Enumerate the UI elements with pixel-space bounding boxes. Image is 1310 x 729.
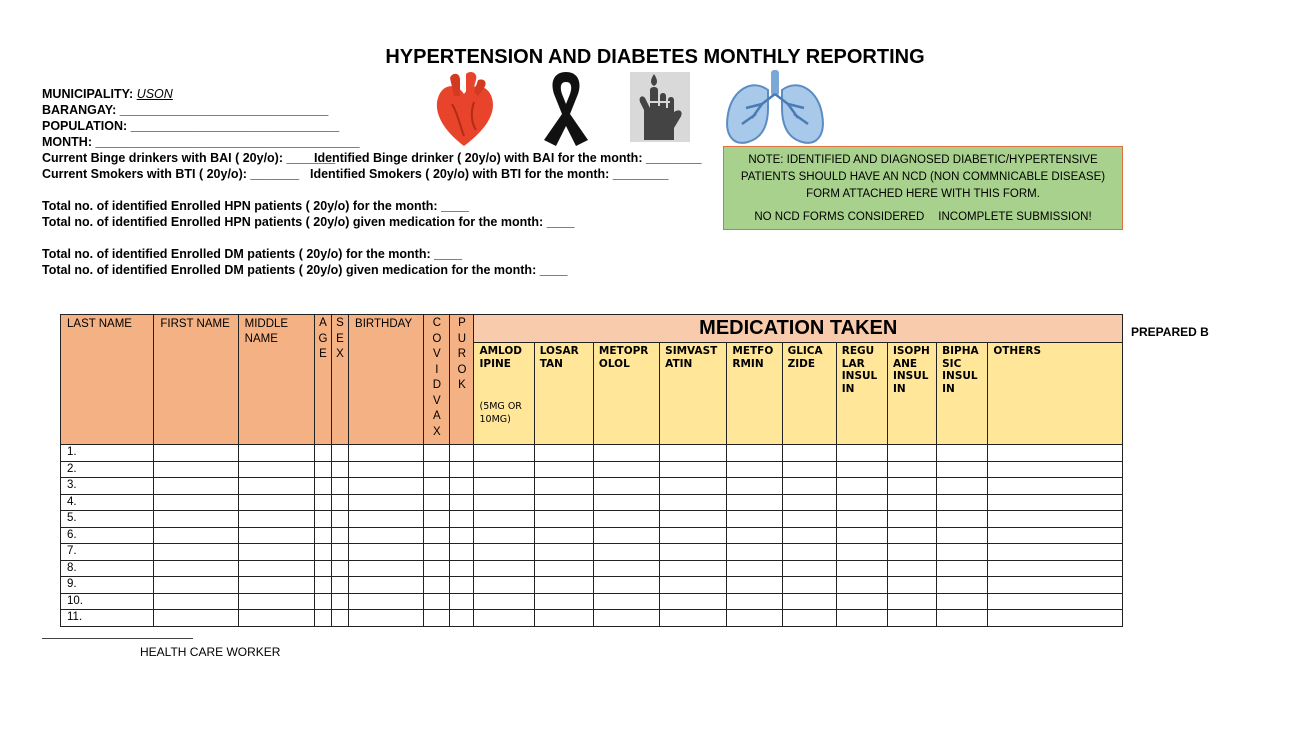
table-cell[interactable] [727,511,782,528]
table-cell[interactable] [836,544,887,561]
table-cell[interactable] [727,577,782,594]
table-cell[interactable] [887,560,936,577]
col-others: OTHERS [988,343,1123,445]
table-cell[interactable] [887,577,936,594]
table-cell[interactable] [836,610,887,627]
table-cell[interactable] [660,494,727,511]
table-cell[interactable] [331,560,348,577]
table-cell[interactable] [836,461,887,478]
table-cell[interactable] [534,478,593,495]
table-cell[interactable] [238,560,314,577]
table-cell[interactable] [331,527,348,544]
municipality-field: MUNICIPALITY: USON [42,87,173,101]
table-cell[interactable] [727,494,782,511]
table-cell[interactable] [782,511,836,528]
table-cell[interactable] [238,494,314,511]
table-cell[interactable] [660,511,727,528]
table-cell[interactable] [887,544,936,561]
table-cell[interactable] [474,527,534,544]
table-cell[interactable] [887,527,936,544]
table-cell[interactable] [154,461,238,478]
table-cell[interactable] [154,511,238,528]
table-cell[interactable] [988,593,1123,610]
table-cell[interactable] [331,478,348,495]
col-sex: S E X [331,315,348,445]
table-cell[interactable] [154,577,238,594]
table-cell[interactable] [314,445,331,462]
table-cell[interactable] [450,461,474,478]
table-cell[interactable] [331,511,348,528]
table-cell[interactable] [660,461,727,478]
row-number: 7. [61,544,154,561]
table-cell[interactable] [238,593,314,610]
table-cell[interactable] [988,511,1123,528]
blood-glucose-finger-icon [630,72,690,142]
table-cell[interactable] [836,494,887,511]
table-cell[interactable] [450,478,474,495]
table-cell[interactable] [782,577,836,594]
table-cell[interactable] [238,478,314,495]
table-cell[interactable] [836,560,887,577]
table-cell[interactable] [331,610,348,627]
table-row [61,478,1123,495]
table-cell[interactable] [314,593,331,610]
medication-taken-header: MEDICATION TAKEN [474,315,1123,343]
table-cell[interactable] [314,560,331,577]
table-cell[interactable] [424,511,450,528]
hpn-medication-field: Total no. of identified Enrolled HPN patients ( 20y/o) given medication for the month: ____ [42,215,575,229]
table-cell[interactable] [988,577,1123,594]
awareness-ribbon-icon [534,68,598,148]
table-cell[interactable] [593,461,659,478]
col-middle-name: MIDDLE NAME [238,315,314,445]
table-cell[interactable] [474,445,534,462]
table-cell[interactable] [782,478,836,495]
table-cell[interactable] [988,560,1123,577]
table-row [61,527,1123,544]
table-cell[interactable] [727,445,782,462]
table-cell[interactable] [660,445,727,462]
binge-identified-field: Identified Binge drinker ( 20y/o) with BAI for the month: ________ [314,151,702,165]
table-cell[interactable] [534,577,593,594]
table-cell[interactable] [474,593,534,610]
smokers-identified-field: Identified Smokers ( 20y/o) with BTI for the month: ________ [310,167,669,181]
row-number: 4. [61,494,154,511]
table-cell[interactable] [450,511,474,528]
table-cell[interactable] [238,445,314,462]
row-number: 2. [61,461,154,478]
table-cell[interactable] [154,478,238,495]
table-cell[interactable] [887,445,936,462]
table-cell[interactable] [937,593,988,610]
table-cell[interactable] [154,544,238,561]
col-biphasic-insulin: BIPHA SIC INSUL IN [937,343,988,445]
table-cell[interactable] [424,593,450,610]
table-cell[interactable] [593,494,659,511]
table-cell[interactable] [474,511,534,528]
col-metoprolol: METOPR OLOL [593,343,659,445]
table-cell[interactable] [988,461,1123,478]
table-cell[interactable] [727,461,782,478]
table-cell[interactable] [836,577,887,594]
table-cell[interactable] [782,610,836,627]
col-last-name: LAST NAME [61,315,154,445]
col-birthday: BIRTHDAY [349,315,424,445]
table-cell[interactable] [937,544,988,561]
table-cell[interactable] [593,527,659,544]
table-cell[interactable] [424,494,450,511]
table-cell[interactable] [727,560,782,577]
table-cell[interactable] [782,445,836,462]
table-cell[interactable] [314,527,331,544]
month-field: MONTH: ______________________________________ [42,135,360,149]
barangay-field: BARANGAY: ______________________________ [42,103,329,117]
row-number: 6. [61,527,154,544]
table-cell[interactable] [474,461,534,478]
table-cell[interactable] [424,544,450,561]
table-cell[interactable] [836,527,887,544]
table-cell[interactable] [474,544,534,561]
row-number: 8. [61,560,154,577]
table-cell[interactable] [238,511,314,528]
table-body [61,445,1123,627]
table-cell[interactable] [331,593,348,610]
table-row [61,610,1123,627]
table-cell[interactable] [660,544,727,561]
table-row [61,593,1123,610]
table-cell[interactable] [331,544,348,561]
row-number: 11. [61,610,154,627]
table-cell[interactable] [593,544,659,561]
table-cell[interactable] [349,461,424,478]
hpn-enrolled-field: Total no. of identified Enrolled HPN patients ( 20y/o) for the month: ____ [42,199,469,213]
table-cell[interactable] [349,577,424,594]
table-cell[interactable] [474,494,534,511]
table-cell[interactable] [474,478,534,495]
table-cell[interactable] [314,494,331,511]
table-cell[interactable] [349,610,424,627]
table-cell[interactable] [349,527,424,544]
table-cell[interactable] [836,478,887,495]
table-cell[interactable] [331,445,348,462]
patient-table [60,314,1123,627]
table-cell[interactable] [349,511,424,528]
table-cell[interactable] [534,494,593,511]
table-row [61,461,1123,478]
heart-icon [430,70,498,148]
table-cell[interactable] [331,577,348,594]
table-cell[interactable] [593,577,659,594]
table-cell[interactable] [534,527,593,544]
table-cell[interactable] [154,527,238,544]
row-number: 10. [61,593,154,610]
table-cell[interactable] [660,527,727,544]
table-cell[interactable] [534,445,593,462]
table-cell[interactable] [988,478,1123,495]
table-cell[interactable] [887,494,936,511]
table-cell[interactable] [314,478,331,495]
table-cell[interactable] [154,610,238,627]
table-cell[interactable] [593,511,659,528]
table-cell[interactable] [450,577,474,594]
table-cell[interactable] [424,577,450,594]
table-cell[interactable] [937,527,988,544]
table-cell[interactable] [474,577,534,594]
table-cell[interactable] [450,445,474,462]
table-cell[interactable] [593,478,659,495]
table-cell[interactable] [154,593,238,610]
table-cell[interactable] [331,494,348,511]
table-row [61,494,1123,511]
table-cell[interactable] [314,544,331,561]
table-cell[interactable] [937,494,988,511]
table-cell[interactable] [727,610,782,627]
binge-current-field: Current Binge drinkers with BAI ( 20y/o): _______ [42,151,336,165]
table-cell[interactable] [937,577,988,594]
table-cell[interactable] [331,461,348,478]
table-cell[interactable] [937,560,988,577]
table-cell[interactable] [593,445,659,462]
col-losartan: LOSAR TAN [534,343,593,445]
table-cell[interactable] [314,577,331,594]
table-cell[interactable] [349,494,424,511]
table-cell[interactable] [782,593,836,610]
table-cell[interactable] [424,560,450,577]
table-cell[interactable] [593,560,659,577]
table-cell[interactable] [238,544,314,561]
table-cell[interactable] [238,527,314,544]
signature-line [42,638,193,639]
table-row [61,511,1123,528]
table-cell[interactable] [660,593,727,610]
table-cell[interactable] [238,577,314,594]
table-cell[interactable] [349,544,424,561]
table-cell[interactable] [937,610,988,627]
table-cell[interactable] [887,461,936,478]
table-cell[interactable] [314,511,331,528]
table-cell[interactable] [988,494,1123,511]
table-row [61,560,1123,577]
table-cell[interactable] [727,593,782,610]
table-cell[interactable] [349,478,424,495]
table-cell[interactable] [836,593,887,610]
prepared-by-label: PREPARED B [1131,325,1209,339]
table-cell[interactable] [593,610,659,627]
table-cell[interactable] [937,445,988,462]
table-cell[interactable] [988,527,1123,544]
table-cell[interactable] [937,511,988,528]
col-amlodipine: AMLOD IPINE (5MG OR 10MG) [474,343,534,445]
col-gliclazide: GLICA ZIDE [782,343,836,445]
row-number: 5. [61,511,154,528]
table-cell[interactable] [782,527,836,544]
table-cell[interactable] [836,445,887,462]
table-row [61,445,1123,462]
table-cell[interactable] [660,560,727,577]
table-cell[interactable] [782,544,836,561]
col-isophane-insulin: ISOPH ANE INSUL IN [887,343,936,445]
table-cell[interactable] [534,610,593,627]
col-age: A G E [314,315,331,445]
col-first-name: FIRST NAME [154,315,238,445]
table-cell[interactable] [534,593,593,610]
table-cell[interactable] [424,610,450,627]
table-cell[interactable] [424,527,450,544]
dm-enrolled-field: Total no. of identified Enrolled DM patients ( 20y/o) for the month: ____ [42,247,462,261]
table-cell[interactable] [782,461,836,478]
table-cell[interactable] [660,478,727,495]
table-cell[interactable] [534,560,593,577]
table-cell[interactable] [887,610,936,627]
table-cell[interactable] [988,445,1123,462]
smokers-current-field: Current Smokers with BTI ( 20y/o): _______ [42,167,300,181]
table-cell[interactable] [450,544,474,561]
page-title: HYPERTENSION AND DIABETES MONTHLY REPORTING [385,46,925,68]
table-cell[interactable] [593,593,659,610]
table-cell[interactable] [314,610,331,627]
table-cell[interactable] [450,527,474,544]
table-cell[interactable] [314,461,331,478]
table-cell[interactable] [424,445,450,462]
table-cell[interactable] [782,560,836,577]
table-cell[interactable] [238,610,314,627]
population-field: POPULATION: ______________________________ [42,119,340,133]
table-cell[interactable] [887,478,936,495]
table-cell[interactable] [450,494,474,511]
table-cell[interactable] [238,461,314,478]
table-cell[interactable] [782,494,836,511]
table-cell[interactable] [534,544,593,561]
table-cell[interactable] [988,610,1123,627]
table-cell[interactable] [474,560,534,577]
table-cell[interactable] [349,560,424,577]
table-cell[interactable] [474,610,534,627]
table-cell[interactable] [727,527,782,544]
row-number: 3. [61,478,154,495]
table-cell[interactable] [450,560,474,577]
table-cell[interactable] [534,511,593,528]
table-cell[interactable] [154,445,238,462]
amlodipine-dose: (5MG OR 10MG) [479,401,522,425]
table-cell[interactable] [727,544,782,561]
table-cell[interactable] [154,494,238,511]
health-care-worker-label: HEALTH CARE WORKER [140,645,281,659]
table-cell[interactable] [727,478,782,495]
ncd-note-warning-2: INCOMPLETE SUBMISSION! [938,211,1092,223]
col-simvastatin: SIMVAST ATIN [660,343,727,445]
table-cell[interactable] [349,593,424,610]
col-metformin: METFO RMIN [727,343,782,445]
table-cell[interactable] [154,560,238,577]
table-cell[interactable] [349,445,424,462]
table-cell[interactable] [937,478,988,495]
col-purok: P U R O K [450,315,474,445]
col-regular-insulin: REGU LAR INSUL IN [836,343,887,445]
table-cell[interactable] [450,610,474,627]
row-number: 9. [61,577,154,594]
table-cell[interactable] [450,593,474,610]
table-cell[interactable] [836,511,887,528]
dm-medication-field: Total no. of identified Enrolled DM patients ( 20y/o) given medication for the month: ____ [42,263,568,277]
table-cell[interactable] [988,544,1123,561]
lungs-icon [722,68,828,148]
table-cell[interactable] [887,511,936,528]
table-cell[interactable] [937,461,988,478]
row-number: 1. [61,445,154,462]
table-row [61,544,1123,561]
table-row [61,577,1123,594]
table-cell[interactable] [424,478,450,495]
table-cell[interactable] [534,461,593,478]
ncd-note-box [723,146,1123,230]
table-cell[interactable] [424,461,450,478]
table-cell[interactable] [887,593,936,610]
municipality-value: USON [136,87,173,101]
ncd-note-text: NOTE: IDENTIFIED AND DIAGNOSED DIABETIC/HYPERTENSIVE PATIENTS SHOULD HAVE AN NCD (NON COMMNICABLE DISEASE) FORM ATTACHED HERE WITH THIS FORM. [740,154,1106,200]
table-cell[interactable] [660,577,727,594]
col-covidvax: C O V I D V A X [424,315,450,445]
ncd-note-warning-1: NO NCD FORMS CONSIDERED [754,211,925,223]
table-cell[interactable] [660,610,727,627]
